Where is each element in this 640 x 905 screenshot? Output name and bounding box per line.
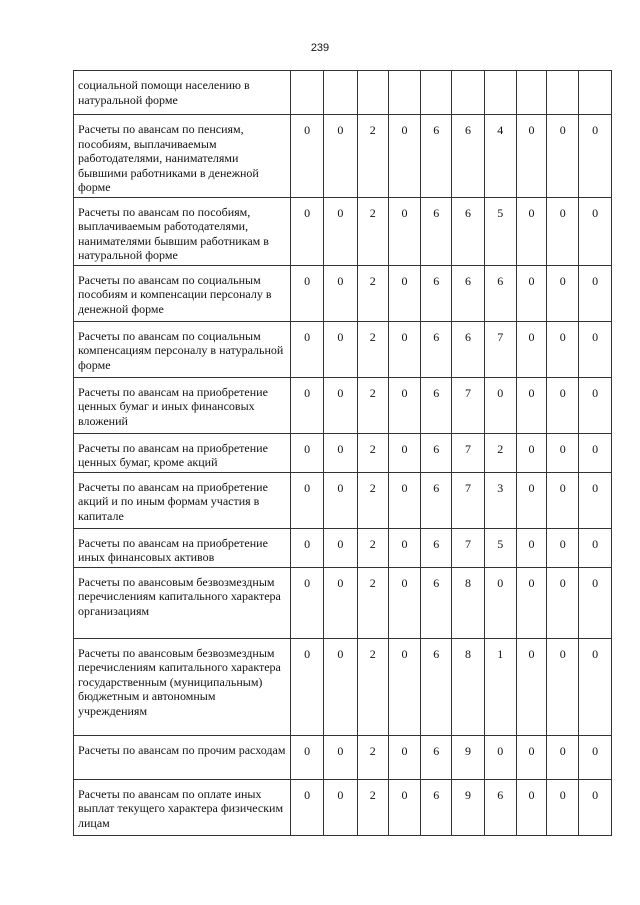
row-description: Расчеты по авансам по прочим расходам [74,735,291,779]
table-row [74,638,612,735]
code-digit-cell: 6 [484,265,516,321]
code-digit-cell: 0 [579,472,612,528]
code-digit-cell: 0 [291,115,324,198]
code-digit-cell: 0 [579,735,612,779]
code-digit-cell: 6 [452,197,485,265]
code-digit-cell: 0 [291,433,324,472]
code-digit-cell: 0 [579,265,612,321]
code-digit-cell: 0 [291,321,324,377]
code-digit-cell: 0 [388,735,421,779]
code-digit-cell: 1 [484,638,516,735]
code-digit-cell: 6 [452,265,485,321]
code-digit-cell: 2 [357,265,388,321]
code-digit-cell: 0 [291,197,324,265]
code-digit-cell [452,71,485,115]
code-digit-cell: 7 [452,528,485,567]
code-digit-cell [388,71,421,115]
code-digit-cell: 0 [547,779,579,835]
code-digit-cell: 4 [484,115,516,198]
table-row [74,115,612,198]
code-digit-cell: 0 [388,638,421,735]
code-digit-cell: 7 [484,321,516,377]
code-digit-cell: 0 [516,321,547,377]
code-digit-cell: 0 [579,567,612,638]
code-digit-cell: 6 [421,472,452,528]
row-description: Расчеты по авансам по пособиям, выплачиваемым работодателями, нанимателями бывшим работникам в натуральной форме [74,197,291,265]
code-digit-cell [484,71,516,115]
code-digit-cell: 6 [421,638,452,735]
table-row [74,735,612,779]
code-digit-cell: 0 [547,377,579,433]
code-digit-cell: 0 [388,472,421,528]
table-row [74,779,612,835]
code-digit-cell: 8 [452,638,485,735]
code-digit-cell: 9 [452,735,485,779]
code-digit-cell: 0 [324,433,358,472]
code-digit-cell: 2 [357,377,388,433]
code-digit-cell: 0 [484,567,516,638]
code-digit-cell: 0 [324,638,358,735]
code-digit-cell: 6 [452,115,485,198]
row-description: Расчеты по авансам по пенсиям, пособиям, выплачиваемым работодателями, нанимателями бывшими работниками в денежной форме [74,115,291,198]
code-digit-cell: 2 [357,567,388,638]
code-digit-cell: 0 [516,197,547,265]
row-description: Расчеты по авансам по оплате иных выплат текущего характера физическим лицам [74,779,291,835]
code-digit-cell: 0 [516,638,547,735]
code-digit-cell: 0 [291,528,324,567]
table-row [74,265,612,321]
code-digit-cell: 0 [579,433,612,472]
code-digit-cell: 2 [357,528,388,567]
code-digit-cell: 6 [452,321,485,377]
code-digit-cell: 0 [516,735,547,779]
code-digit-cell: 2 [357,779,388,835]
code-digit-cell: 0 [547,567,579,638]
code-digit-cell: 0 [579,779,612,835]
code-digit-cell: 0 [547,265,579,321]
code-digit-cell: 0 [324,197,358,265]
code-digit-cell: 0 [547,638,579,735]
code-digit-cell: 0 [547,528,579,567]
code-digit-cell [547,71,579,115]
code-digit-cell: 0 [547,321,579,377]
code-digit-cell: 0 [388,433,421,472]
code-digit-cell: 0 [579,197,612,265]
code-digit-cell: 0 [324,528,358,567]
row-description: Расчеты по авансам на приобретение ценных бумаг, кроме акций [74,433,291,472]
code-digit-cell: 6 [421,779,452,835]
code-digit-cell: 0 [324,321,358,377]
row-description: Расчеты по авансам по социальным пособиям и компенсации персоналу в денежной форме [74,265,291,321]
code-digit-cell: 0 [324,779,358,835]
code-digit-cell: 6 [421,321,452,377]
row-description: Расчеты по авансам по социальным компенсациям персоналу в натуральной форме [74,321,291,377]
code-digit-cell: 0 [516,377,547,433]
code-digit-cell: 0 [388,197,421,265]
code-digit-cell: 7 [452,472,485,528]
code-digit-cell: 0 [516,265,547,321]
code-digit-cell [291,71,324,115]
code-digit-cell: 0 [388,567,421,638]
code-digit-cell: 5 [484,197,516,265]
code-digit-cell: 2 [357,321,388,377]
code-digit-cell: 0 [516,528,547,567]
code-digit-cell: 0 [579,528,612,567]
code-digit-cell: 0 [324,115,358,198]
code-digit-cell: 6 [484,779,516,835]
code-digit-cell: 0 [579,377,612,433]
code-digit-cell: 0 [291,567,324,638]
code-digit-cell [579,71,612,115]
code-digit-cell: 0 [516,472,547,528]
code-digit-cell: 7 [452,433,485,472]
code-digit-cell: 0 [547,433,579,472]
code-digit-cell: 5 [484,528,516,567]
code-digit-cell: 6 [421,528,452,567]
code-digit-cell: 2 [357,638,388,735]
code-digit-cell: 7 [452,377,485,433]
code-digit-cell: 0 [516,567,547,638]
code-digit-cell: 0 [579,321,612,377]
code-digit-cell: 0 [291,265,324,321]
account-code-table [73,70,612,836]
code-digit-cell: 0 [291,779,324,835]
table-row [74,71,612,115]
code-digit-cell: 0 [291,735,324,779]
table-row [74,567,612,638]
code-digit-cell: 8 [452,567,485,638]
table-row [74,472,612,528]
code-digit-cell: 2 [357,735,388,779]
code-digit-cell: 0 [547,197,579,265]
code-digit-cell [324,71,358,115]
code-digit-cell: 6 [421,197,452,265]
code-digit-cell: 0 [547,115,579,198]
code-digit-cell: 0 [516,115,547,198]
code-digit-cell: 0 [291,472,324,528]
code-digit-cell: 6 [421,115,452,198]
code-digit-cell: 6 [421,265,452,321]
code-digit-cell: 0 [484,735,516,779]
table-row [74,377,612,433]
code-digit-cell [516,71,547,115]
code-digit-cell: 0 [547,472,579,528]
code-digit-cell: 0 [388,779,421,835]
code-digit-cell: 0 [388,265,421,321]
code-digit-cell: 6 [421,377,452,433]
code-digit-cell: 6 [421,433,452,472]
row-description: Расчеты по авансовым безвозмездным перечислениям капитального характера организациям [74,567,291,638]
code-digit-cell: 0 [388,115,421,198]
row-description: Расчеты по авансам на приобретение акций и по иным формам участия в капитале [74,472,291,528]
table-row [74,197,612,265]
code-digit-cell: 9 [452,779,485,835]
code-digit-cell: 0 [388,321,421,377]
code-digit-cell: 0 [324,472,358,528]
row-description: Расчеты по авансам на приобретение иных финансовых активов [74,528,291,567]
code-digit-cell: 6 [421,735,452,779]
code-digit-cell: 2 [357,197,388,265]
code-digit-cell: 0 [324,567,358,638]
code-digit-cell [357,71,388,115]
table-row [74,433,612,472]
code-digit-cell: 2 [357,115,388,198]
code-digit-cell: 0 [324,265,358,321]
row-description: Расчеты по авансам на приобретение ценных бумаг и иных финансовых вложений [74,377,291,433]
code-digit-cell: 0 [388,377,421,433]
table-row [74,528,612,567]
page-number: 239 [310,42,330,54]
code-digit-cell: 0 [291,377,324,433]
code-digit-cell: 2 [357,472,388,528]
code-digit-cell: 0 [484,377,516,433]
code-digit-cell: 0 [547,735,579,779]
code-digit-cell: 0 [324,377,358,433]
code-digit-cell: 0 [324,735,358,779]
code-digit-cell: 3 [484,472,516,528]
row-description: Расчеты по авансовым безвозмездным перечислениям капитального характера государственным (муниципальным) бюджетным и автономным учреждениям [74,638,291,735]
code-digit-cell: 0 [388,528,421,567]
row-description: социальной помощи населению в натуральной форме [74,71,291,115]
code-digit-cell: 6 [421,567,452,638]
code-digit-cell: 0 [516,433,547,472]
code-digit-cell: 0 [291,638,324,735]
code-digit-cell: 0 [516,779,547,835]
code-digit-cell [421,71,452,115]
code-digit-cell: 2 [357,433,388,472]
table-row [74,321,612,377]
code-digit-cell: 2 [484,433,516,472]
code-digit-cell: 0 [579,638,612,735]
code-digit-cell: 0 [579,115,612,198]
